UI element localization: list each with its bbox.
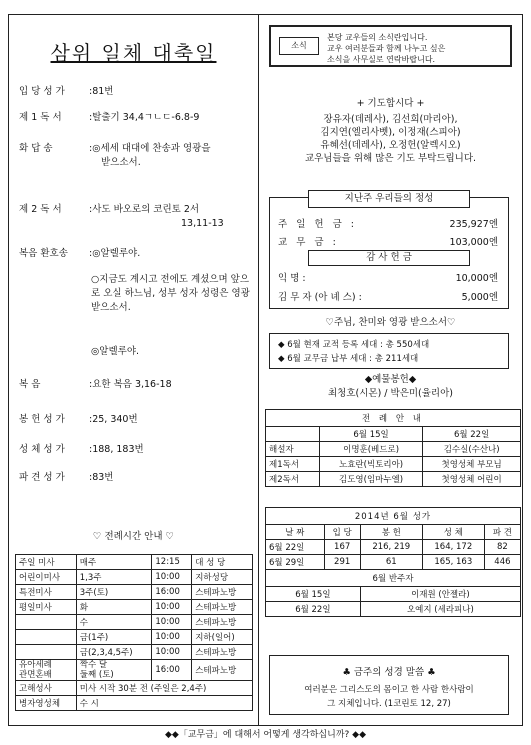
table-cell: 노효란(빅토리아) bbox=[319, 457, 422, 472]
table-cell: 전 례 안 내 bbox=[266, 410, 521, 427]
table-cell: 입 당 bbox=[324, 525, 360, 540]
footer-question: ◆◆「교무금」에 대해서 어떻게 생각하십니까? ◆◆ bbox=[164, 730, 366, 740]
table-row bbox=[266, 427, 521, 442]
offering-box bbox=[269, 193, 509, 309]
responsorial-psalm-cont: 받으소서. bbox=[101, 157, 141, 168]
text-span: 파 견 성 가 bbox=[19, 472, 65, 483]
table-cell: 스테파노방 bbox=[192, 585, 253, 600]
left-column bbox=[9, 15, 258, 725]
table-cell: 스테파노방 bbox=[192, 615, 253, 630]
table-cell: 216, 219 bbox=[360, 540, 422, 555]
text-span: 제 2 독 서 bbox=[19, 204, 62, 215]
table-cell: 165, 163 bbox=[422, 555, 484, 570]
text-span: 10,000엔 bbox=[455, 273, 498, 284]
table-cell: 6월 15일 bbox=[266, 587, 361, 602]
prayer-title: + 기도합시다 + bbox=[356, 98, 425, 109]
table-row bbox=[16, 600, 253, 615]
table-cell: 해설자 bbox=[266, 442, 320, 457]
text-span: 본당 교우들의 소식란입니다. bbox=[327, 33, 428, 42]
table-cell: 대 성 당 bbox=[192, 555, 253, 570]
table-row bbox=[266, 602, 521, 617]
text-span: 교 무 금 : bbox=[278, 237, 339, 248]
table-cell: 지하(일어) bbox=[192, 630, 253, 645]
text-span: 235,927엔 bbox=[449, 219, 498, 230]
first-reading: 제 1 독 서 :탈출기 34,4ㄱㄴㄷ-6.8-9 bbox=[19, 112, 200, 123]
table-cell: 10:00 bbox=[152, 600, 192, 615]
table-cell: 6월 반주자 bbox=[266, 570, 521, 587]
verse-title: ♣ 금주의 성경 말씀 ♣ bbox=[342, 667, 436, 678]
right-column bbox=[259, 15, 522, 725]
text-span: 주 일 헌 금 : bbox=[278, 219, 357, 230]
table-cell: 6월 22일 bbox=[423, 427, 521, 442]
table-cell: 수 시 bbox=[76, 696, 252, 711]
acclamation-text: ○지금도 계시고 전에도 계셨으며 앞으로 오실 하느님, 성부 성자 성령은 영광 받으소서. bbox=[91, 274, 250, 313]
table-cell: 3주(토) bbox=[76, 585, 152, 600]
news-icon: 소식 bbox=[279, 37, 319, 55]
table-row bbox=[16, 585, 253, 600]
table-cell: 금(1주) bbox=[76, 630, 152, 645]
text-span: 교우 여러분들과 함께 나누고 싶은 bbox=[327, 44, 446, 53]
offertory-title: ◆예물봉헌◆ bbox=[364, 374, 417, 385]
table-row bbox=[266, 555, 521, 570]
table-row bbox=[266, 540, 521, 555]
thanks-title: 감 사 헌 금 bbox=[308, 250, 470, 266]
table-cell: 매주 bbox=[76, 555, 152, 570]
table-cell bbox=[16, 615, 77, 630]
responsorial-psalm: 화 답 송 :◎세세 대대에 찬송과 영광을 bbox=[19, 143, 211, 154]
table-cell: 291 bbox=[324, 555, 360, 570]
table-cell: 제2독서 bbox=[266, 472, 320, 487]
table-row bbox=[16, 630, 253, 645]
table-cell bbox=[266, 427, 320, 442]
table-cell: 2014년 6월 성가 bbox=[266, 508, 521, 525]
acclamation-end: ◎알렐루야. bbox=[91, 346, 140, 357]
table-cell: 수 bbox=[76, 615, 152, 630]
gospel-acclamation: 복음 환호송 :◎알렐루야. bbox=[19, 248, 141, 259]
prayer-line: 유혜선(데레사), 오정헌(알렉시오) bbox=[320, 140, 461, 151]
table-cell: 1,3주 bbox=[76, 570, 152, 585]
offering-title: 지난주 우리들의 정성 bbox=[308, 190, 470, 208]
table-cell: 10:00 bbox=[152, 645, 192, 660]
table-cell: 화 bbox=[76, 600, 152, 615]
table-row bbox=[266, 410, 521, 427]
table-row bbox=[266, 525, 521, 540]
table-cell: 병자영성체 bbox=[16, 696, 77, 711]
membership-box: ◆ 6월 현재 교적 등록 세대 : 총 550세대 ◆ 6월 교무금 납부 세대 : 총 211세대 bbox=[269, 333, 509, 369]
offering-row bbox=[278, 216, 498, 230]
table-cell: 제1독서 bbox=[266, 457, 320, 472]
table-cell: 446 bbox=[484, 555, 520, 570]
blessing-line: ♡주님, 찬미와 영광 받으소서♡ bbox=[325, 317, 456, 328]
prayer-line: 장유자(데레사), 김선희(마리아), bbox=[323, 114, 458, 125]
table-cell: 첫영성체 부모님 bbox=[423, 457, 521, 472]
table-cell: 지하성당 bbox=[192, 570, 253, 585]
schedule-table bbox=[15, 554, 253, 711]
table-cell: 오예지 (세라피나) bbox=[360, 602, 520, 617]
text-span: 화 답 송 bbox=[19, 143, 53, 154]
table-cell: 82 bbox=[484, 540, 520, 555]
offertory-hymn: 봉 헌 성 가 :25, 340번 bbox=[19, 414, 138, 425]
table-row bbox=[266, 472, 521, 487]
text-span: 김 무 자 (아 녜 스) : bbox=[278, 292, 362, 303]
text-span: 5,000엔 bbox=[461, 292, 498, 303]
table-row bbox=[266, 442, 521, 457]
table-cell: 16:00 bbox=[152, 660, 192, 681]
gospel: 복 음 :요한 복음 3,16-18 bbox=[19, 379, 172, 390]
table-cell: 특전미사 bbox=[16, 585, 77, 600]
table-cell: 6월 29일 bbox=[266, 555, 325, 570]
table-cell: 10:00 bbox=[152, 630, 192, 645]
table-cell: 6월 22일 bbox=[266, 540, 325, 555]
table-cell: 6월 22일 bbox=[266, 602, 361, 617]
notice-text bbox=[327, 32, 445, 65]
verse-box bbox=[269, 655, 509, 715]
table-row bbox=[16, 555, 253, 570]
table-row bbox=[16, 645, 253, 660]
verse-line: 그 지체입니다. (1코린토 12, 27) bbox=[327, 699, 451, 709]
table-cell: 10:00 bbox=[152, 570, 192, 585]
schedule-title: ♡ 전례시간 안내 ♡ bbox=[92, 531, 175, 542]
table-row bbox=[266, 457, 521, 472]
text-span: 입 당 성 가 bbox=[19, 86, 65, 97]
table-row bbox=[266, 587, 521, 602]
table-row bbox=[16, 660, 253, 681]
communion-hymn: 성 체 성 가 :188, 183번 bbox=[19, 444, 144, 455]
prayer-line: 교우님들을 위해 많은 기도 부탁드립니다. bbox=[304, 153, 477, 164]
table-cell: 10:00 bbox=[152, 615, 192, 630]
second-reading: 제 2 독 서 :사도 바오로의 코린토 2서 bbox=[19, 204, 200, 215]
table-cell: 스테파노방 bbox=[192, 645, 253, 660]
table-row bbox=[266, 508, 521, 525]
table-cell bbox=[16, 630, 77, 645]
second-reading-cont: 13,11-13 bbox=[181, 218, 224, 229]
table-cell: 김도영(임마누엘) bbox=[319, 472, 422, 487]
table-row bbox=[16, 615, 253, 630]
table-cell: 6월 15일 bbox=[319, 427, 422, 442]
text-span: 소식을 사무실로 연락바랍니다. bbox=[327, 55, 436, 64]
table-cell: 61 bbox=[360, 555, 422, 570]
table-cell: 12:15 bbox=[152, 555, 192, 570]
table-cell: 주일 미사 bbox=[16, 555, 77, 570]
table-cell: 167 bbox=[324, 540, 360, 555]
text-span: 익 명 : bbox=[278, 273, 306, 284]
notice-box bbox=[269, 25, 512, 67]
text-span: 복음 환호송 bbox=[19, 248, 68, 259]
bulletin-page bbox=[8, 14, 523, 726]
offertory-names: 최청호(시몬) / 박은미(율리아) bbox=[327, 388, 453, 399]
table-cell: 김수실(수산나) bbox=[423, 442, 521, 457]
text-span: 복 음 bbox=[19, 379, 41, 390]
recessional-hymn: 파 견 성 가 :83번 bbox=[19, 472, 114, 483]
table-cell: 금(2,3,4,5주) bbox=[76, 645, 152, 660]
table-cell bbox=[16, 645, 77, 660]
table-cell: 봉 헌 bbox=[360, 525, 422, 540]
offering-row bbox=[278, 234, 498, 248]
table-cell: 평일미사 bbox=[16, 600, 77, 615]
table-cell: 스테파노방 bbox=[192, 660, 253, 681]
table-cell: 164, 172 bbox=[422, 540, 484, 555]
table-cell: 이명훈(베드로) bbox=[319, 442, 422, 457]
table-row bbox=[16, 681, 253, 696]
thanks-row bbox=[278, 289, 498, 303]
text-span: 제 1 독 서 bbox=[19, 112, 62, 123]
verse-line: 여러분은 그리스도의 몸이고 한 사람 한사람이 bbox=[304, 685, 474, 695]
hymn-table bbox=[265, 507, 521, 617]
table-cell: 스테파노방 bbox=[192, 600, 253, 615]
table-cell: 첫영성체 어린이 bbox=[423, 472, 521, 487]
table-cell: 성 체 bbox=[422, 525, 484, 540]
entrance-hymn: 입 당 성 가 :81번 bbox=[19, 86, 114, 97]
page-title: 삼위 일체 대축일 bbox=[50, 41, 217, 65]
text-span: 성 체 성 가 bbox=[19, 444, 65, 455]
table-cell: 미사 시작 30분 전 (주일은 2,4주) bbox=[76, 681, 252, 696]
table-cell: 유아세례 관면혼배 bbox=[16, 660, 77, 681]
text-span: 103,000엔 bbox=[449, 237, 498, 248]
table-cell: 파 견 bbox=[484, 525, 520, 540]
table-row bbox=[16, 570, 253, 585]
table-cell: 고해성사 bbox=[16, 681, 77, 696]
table-cell: 이재원 (안젤라) bbox=[360, 587, 520, 602]
prayer-line: 김지연(엘리사벳), 이정재(스피아) bbox=[320, 127, 461, 138]
text-span: 봉 헌 성 가 bbox=[19, 414, 65, 425]
table-cell: 16:00 bbox=[152, 585, 192, 600]
thanks-row bbox=[278, 270, 498, 284]
table-cell: 짝수 달 둘째 (토) bbox=[76, 660, 152, 681]
table-cell: 어린이미사 bbox=[16, 570, 77, 585]
table-cell: 날 짜 bbox=[266, 525, 325, 540]
liturgy-table bbox=[265, 409, 521, 487]
table-row bbox=[16, 696, 253, 711]
table-row bbox=[266, 570, 521, 587]
